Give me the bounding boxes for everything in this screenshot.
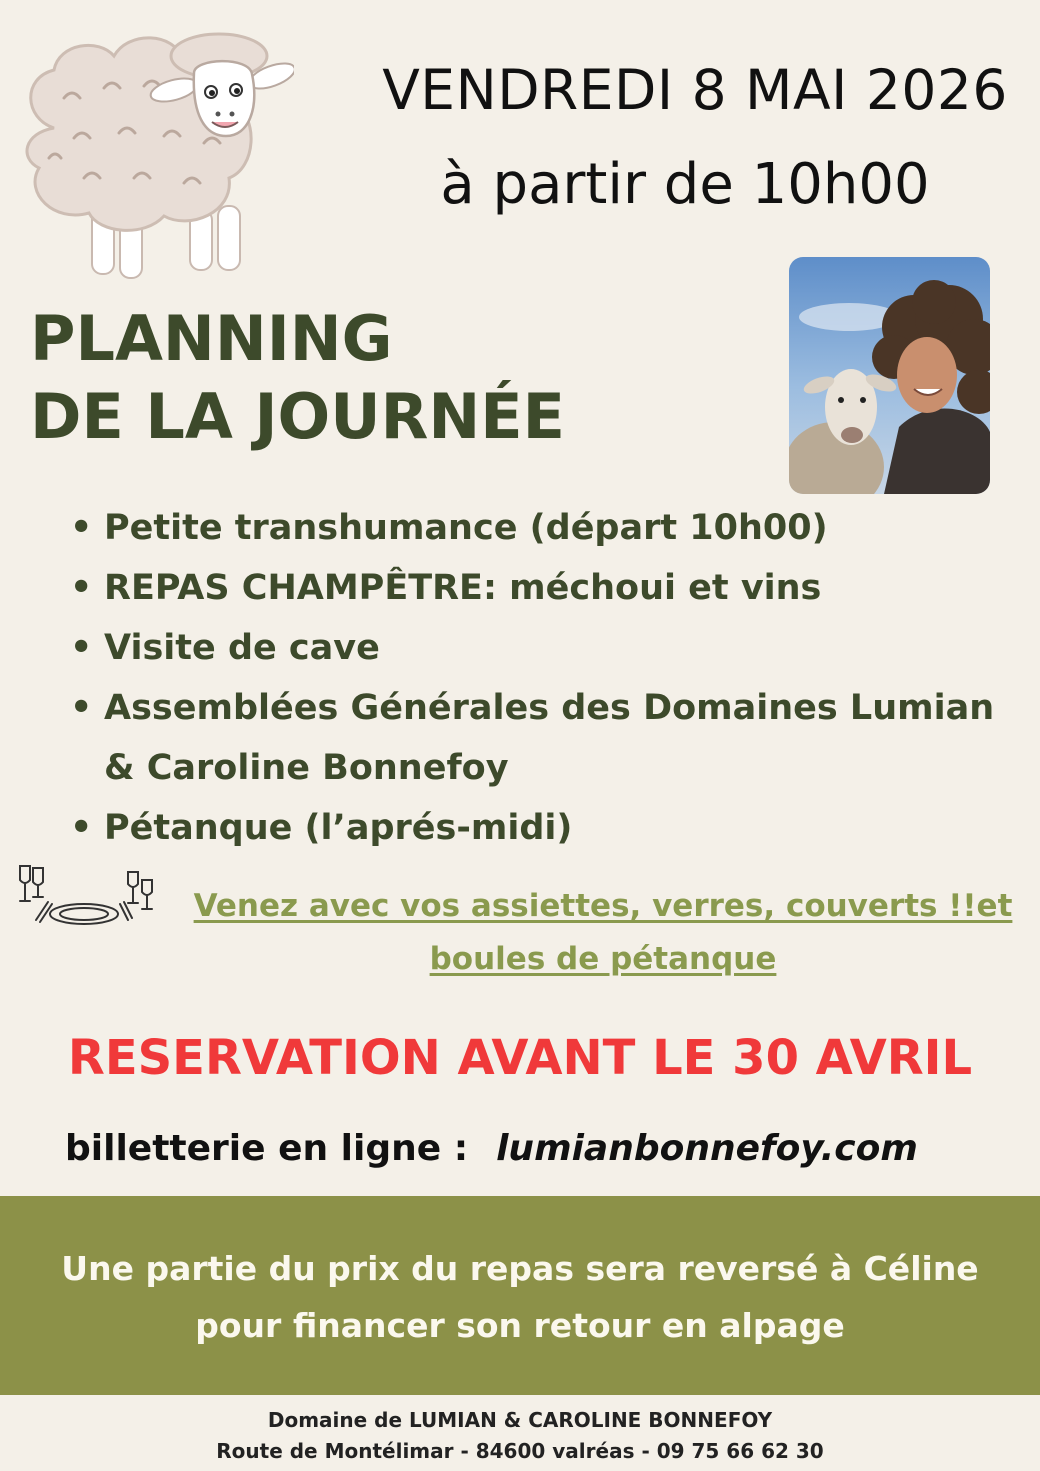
event-date: VENDREDI 8 MAI 2026 <box>382 58 1008 122</box>
bullet: • <box>70 808 93 848</box>
footer-contact <box>0 1405 1040 1467</box>
reservation-deadline: RESERVATION AVANT LE 30 AVRIL <box>67 1030 973 1086</box>
bullet: • <box>70 508 93 548</box>
list-item-text: REPAS CHAMPÊTRE: méchoui et vins <box>104 568 822 608</box>
woman-with-sheep-photo <box>789 257 990 494</box>
program-list <box>70 498 1035 858</box>
donation-text <box>0 1240 1040 1354</box>
event-start-time: à partir de 10h00 <box>440 152 930 217</box>
bullet: • <box>70 568 93 608</box>
website-link[interactable]: lumianbonnefoy.com <box>496 1128 918 1169</box>
page-title <box>30 300 565 456</box>
list-item <box>70 618 1035 678</box>
list-item-text-continued: & Caroline Bonnefoy <box>104 748 509 788</box>
list-item <box>70 798 1035 858</box>
sheep-illustration <box>14 18 294 280</box>
ticketing-label: billetterie en ligne : <box>65 1128 469 1169</box>
list-item-text: Pétanque (l’aprés-midi) <box>104 808 573 848</box>
footer-line-1: Domaine de LUMIAN & CAROLINE BONNEFOY <box>267 1408 773 1432</box>
bullet: • <box>70 688 93 728</box>
tableware-icon <box>14 858 160 934</box>
ticketing-info <box>65 1128 918 1169</box>
list-item-text: Assemblées Générales des Domaines Lumian <box>104 688 995 728</box>
note-line-2: boules de pétanque <box>429 941 777 977</box>
note-line-1: Venez avec vos assiettes, verres, couverts !!et <box>193 888 1013 924</box>
footer-line-2: Route de Montélimar - 84600 valréas - 09 75 66 62 30 <box>216 1439 824 1463</box>
bullet: • <box>70 628 93 668</box>
list-item <box>70 678 1035 798</box>
bring-items-note <box>190 880 1016 986</box>
donation-line-2: pour financer son retour en alpage <box>195 1306 845 1345</box>
list-item-text: Petite transhumance (départ 10h00) <box>104 508 828 548</box>
list-item <box>70 558 1035 618</box>
list-item-text: Visite de cave <box>104 628 380 668</box>
title-line-1: PLANNING <box>30 302 393 375</box>
title-line-2: DE LA JOURNÉE <box>30 380 565 453</box>
sheep-cartoon-icon <box>27 34 294 278</box>
list-item <box>70 498 1035 558</box>
donation-line-1: Une partie du prix du repas sera reversé à Céline <box>61 1249 979 1288</box>
